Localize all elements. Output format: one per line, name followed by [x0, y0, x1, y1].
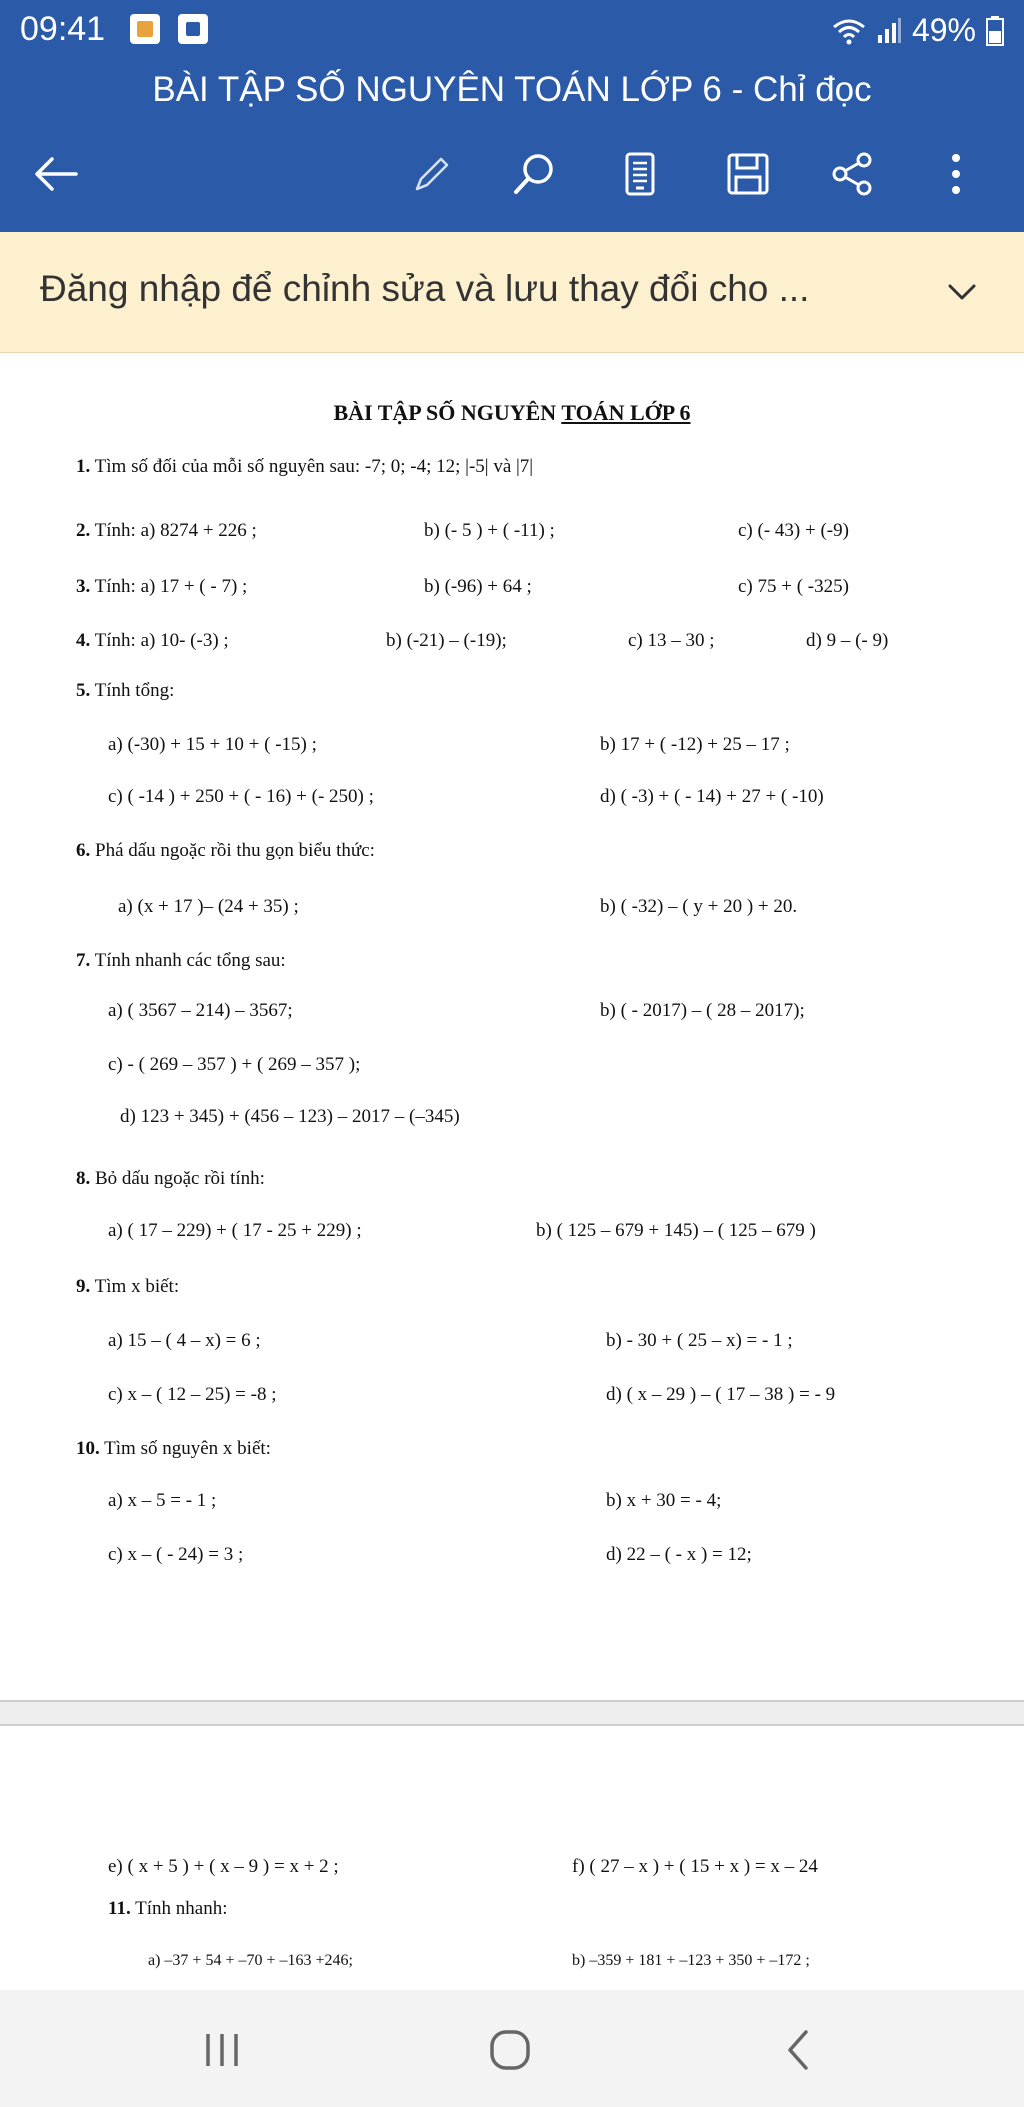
- edit-button[interactable]: [404, 146, 460, 202]
- question-2a: [76, 520, 257, 542]
- toolbar: [0, 140, 1024, 210]
- question-9: [76, 1276, 179, 1298]
- wifi-icon: [832, 17, 866, 45]
- home-button[interactable]: [480, 2020, 540, 2080]
- nav-back-button[interactable]: [768, 2020, 828, 2080]
- q11-number: 11.: [108, 1898, 131, 1919]
- pencil-icon: [409, 151, 455, 197]
- banner-text: Đăng nhập để chỉnh sửa và lưu thay đổi cho ...: [40, 268, 810, 309]
- q6-number: 6.: [76, 840, 91, 861]
- notification-media-icon: [178, 14, 208, 44]
- question-6: [76, 840, 375, 862]
- question-9d: d) ( x – 29 ) – ( 17 – 38 ) = - 9: [606, 1384, 836, 1405]
- q6-text: Phá dấu ngoặc rồi thu gọn biểu thức:: [95, 840, 375, 861]
- battery-icon: [986, 16, 1004, 46]
- status-time: 09:41: [20, 10, 106, 48]
- question-8a: a) ( 17 – 229) + ( 17 - 25 + 229) ;: [108, 1220, 362, 1241]
- question-3c: c) 75 + ( -325): [738, 576, 849, 597]
- notification-app-icon: [130, 14, 160, 44]
- question-8: [76, 1168, 265, 1190]
- question-9c: c) x – ( 12 – 25) = -8 ;: [108, 1384, 277, 1405]
- q9-text: Tìm x biết:: [94, 1276, 180, 1297]
- q10-text: Tìm số nguyên x biết:: [104, 1438, 271, 1459]
- question-11: [108, 1898, 227, 1920]
- doc-heading-underlined: TOÁN LỚP 6: [561, 400, 691, 425]
- q2-number: 2.: [76, 520, 91, 541]
- q4-a: Tính: a) 10- (-3) ;: [94, 630, 229, 651]
- question-7: [76, 950, 286, 972]
- question-2b: b) (- 5 ) + ( -11) ;: [424, 520, 555, 541]
- q3-number: 3.: [76, 576, 91, 597]
- document-title: BÀI TẬP SỐ NGUYÊN TOÁN LỚP 6 - Chỉ đọc: [152, 70, 872, 109]
- search-button[interactable]: [506, 146, 562, 202]
- status-bar: [0, 0, 1024, 60]
- question-4c: c) 13 – 30 ;: [628, 630, 715, 651]
- battery-percent: 49%: [911, 12, 976, 48]
- question-5: [76, 680, 174, 702]
- q1-number: 1.: [76, 456, 91, 477]
- recents-icon: [200, 2030, 244, 2070]
- more-vert-icon: [946, 150, 966, 198]
- q2-a: Tính: a) 8274 + 226 ;: [94, 520, 257, 541]
- q3-a: Tính: a) 17 + ( - 7) ;: [94, 576, 248, 597]
- reading-view-icon: [620, 150, 660, 198]
- question-7d: d) 123 + 345) + (456 – 123) – 2017 – (–345): [120, 1106, 460, 1127]
- question-7b: b) ( - 2017) – ( 28 – 2017);: [600, 1000, 805, 1021]
- question-10c: c) x – ( - 24) = 3 ;: [108, 1544, 244, 1565]
- question-10: [76, 1438, 271, 1460]
- share-icon: [828, 150, 876, 198]
- home-icon: [486, 2026, 534, 2074]
- question-5c: c) ( -14 ) + 250 + ( - 16) + (- 250) ;: [108, 786, 374, 807]
- doc-heading: [0, 400, 1024, 426]
- question-9a: a) 15 – ( 4 – x) = 6 ;: [108, 1330, 261, 1351]
- app-bar: [0, 0, 1024, 232]
- q10-number: 10.: [76, 1438, 100, 1459]
- question-6a: a) (x + 17 )– (24 + 35) ;: [118, 896, 299, 917]
- q5-text: Tính tổng:: [94, 680, 175, 701]
- question-3a: [76, 576, 247, 598]
- nav-back-icon: [778, 2026, 818, 2074]
- save-button[interactable]: [720, 146, 776, 202]
- question-6b: b) ( -32) – ( y + 20 ) + 20.: [600, 896, 798, 917]
- question-10a: a) x – 5 = - 1 ;: [108, 1490, 217, 1511]
- back-button[interactable]: [28, 146, 84, 202]
- doc-heading-plain: BÀI TẬP SỐ NGUYÊN: [333, 400, 562, 425]
- question-4d: d) 9 – (- 9): [806, 630, 889, 651]
- question-5d: d) ( -3) + ( - 14) + 27 + ( -10): [600, 786, 824, 807]
- reading-view-button[interactable]: [612, 146, 668, 202]
- q11-text: Tính nhanh:: [135, 1898, 228, 1919]
- question-10f: f) ( 27 – x ) + ( 15 + x ) = x – 24: [572, 1856, 818, 1877]
- question-5a: a) (-30) + 15 + 10 + ( -15) ;: [108, 734, 317, 755]
- save-icon: [724, 150, 772, 198]
- search-icon: [510, 150, 558, 198]
- q8-number: 8.: [76, 1168, 91, 1189]
- question-2c: c) (- 43) + (-9): [738, 520, 849, 541]
- question-3b: b) (-96) + 64 ;: [424, 576, 532, 597]
- recent-apps-button[interactable]: [192, 2020, 252, 2080]
- question-9b: b) - 30 + ( 25 – x) = - 1 ;: [606, 1330, 793, 1351]
- question-11a: a) –37 + 54 + –70 + –163 +246;: [148, 1952, 353, 1969]
- more-options-button[interactable]: [928, 146, 984, 202]
- share-button[interactable]: [824, 146, 880, 202]
- question-8b: b) ( 125 – 679 + 145) – ( 125 – 679 ): [536, 1220, 816, 1241]
- question-7c: c) - ( 269 – 357 ) + ( 269 – 357 );: [108, 1054, 361, 1075]
- question-1: [76, 456, 533, 478]
- q7-text: Tính nhanh các tổng sau:: [94, 950, 286, 971]
- q7-number: 7.: [76, 950, 91, 971]
- question-4b: b) (-21) – (-19);: [386, 630, 507, 651]
- system-nav-bar: [0, 1990, 1024, 2107]
- question-10e: e) ( x + 5 ) + ( x – 9 ) = x + 2 ;: [108, 1856, 339, 1877]
- question-11b: b) –359 + 181 + –123 + 350 + –172 ;: [572, 1952, 810, 1969]
- question-10b: b) x + 30 = - 4;: [606, 1490, 722, 1511]
- question-7a: a) ( 3567 – 214) – 3567;: [108, 1000, 293, 1021]
- page-break: [0, 1700, 1024, 1726]
- q1-text: Tìm số đối của mỗi số nguyên sau: -7; 0; -4; 12; |-5| và |7|: [94, 456, 534, 477]
- question-4a: [76, 630, 229, 652]
- sign-in-banner[interactable]: [0, 232, 1024, 353]
- question-10d: d) 22 – ( - x ) = 12;: [606, 1544, 752, 1565]
- chevron-down-icon[interactable]: [942, 272, 982, 312]
- signal-icon: [876, 17, 902, 45]
- back-arrow-icon: [32, 154, 80, 194]
- q8-text: Bỏ dấu ngoặc rồi tính:: [95, 1168, 265, 1189]
- q4-number: 4.: [76, 630, 91, 651]
- status-right: [832, 12, 1004, 49]
- q5-number: 5.: [76, 680, 91, 701]
- question-5b: b) 17 + ( -12) + 25 – 17 ;: [600, 734, 790, 755]
- q9-number: 9.: [76, 1276, 91, 1297]
